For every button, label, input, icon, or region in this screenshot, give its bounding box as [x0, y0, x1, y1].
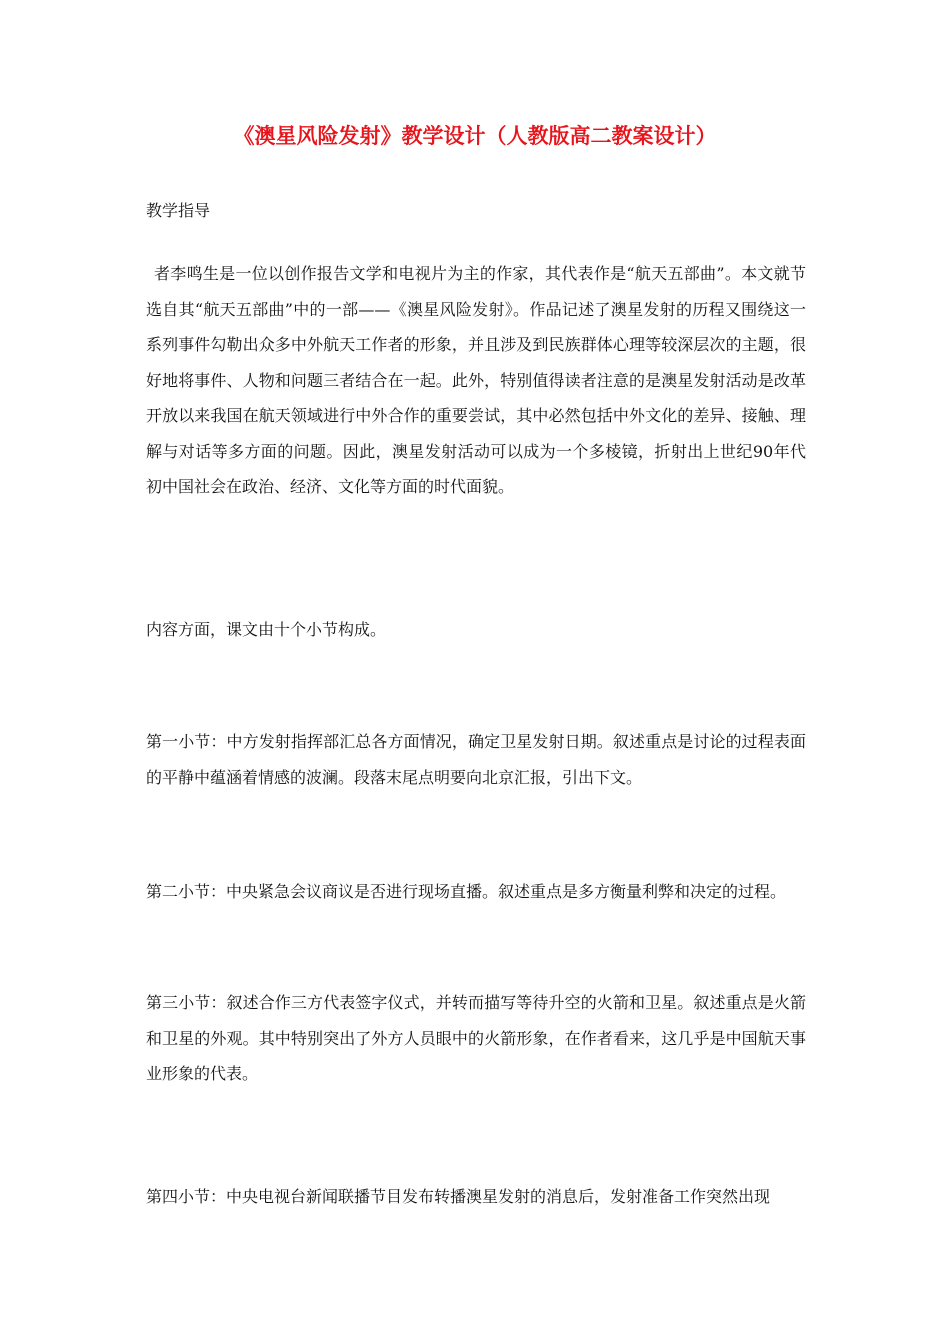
paragraph-section-2: 第二小节：中央紧急会议商议是否进行现场直播。叙述重点是多方衡量利弊和决定的过程。 — [146, 882, 787, 901]
paragraph-content-overview: 内容方面，课文由十个小节构成。 — [146, 620, 387, 639]
document-title: 《澳星风险发射》教学设计（人教版高二教案设计） — [233, 123, 717, 148]
paragraph-intro: 者李鸣生是一位以创作报告文学和电视片为主的作家，其代表作是“航天五部曲”。本文就节选自其“航天五部曲”中的一部——《澳星风险发射》。作品记述了澳星发射的历程又围绕这一系列事件勾勒出众多中外航天工作者的形象，并且涉及到民族群体心理等较深层次的主题，很好地将事件、人物和问题三者结合在一起。此外，特别值得读者注意的是澳星发射活动是改革开放以来我国在航天领域进行中外合作的重要尝试，其中必然包括中外文化的差异、接触、理解与对话等多方面的问题。因此，澳星发射活动可以成为一个多棱镜，折射出上世纪90年代初中国社会在政治、经济、文化等方面的时代面貌。 — [146, 264, 806, 496]
paragraph-section-3: 第三小节：叙述合作三方代表签字仪式，并转而描写等待升空的火箭和卫星。叙述重点是火箭和卫星的外观。其中特别突出了外方人员眼中的火箭形象，在作者看来，这几乎是中国航天事业形象的代表。 — [146, 993, 806, 1083]
paragraph-section-1: 第一小节：中方发射指挥部汇总各方面情况，确定卫星发射日期。叙述重点是讨论的过程表面的平静中蕴涵着情感的波澜。段落末尾点明要向北京汇报，引出下文。 — [146, 732, 806, 787]
section-heading: 教学指导 — [146, 201, 211, 220]
paragraph-section-4: 第四小节：中央电视台新闻联播节目发布转播澳星发射的消息后，发射准备工作突然出现 — [146, 1187, 771, 1206]
